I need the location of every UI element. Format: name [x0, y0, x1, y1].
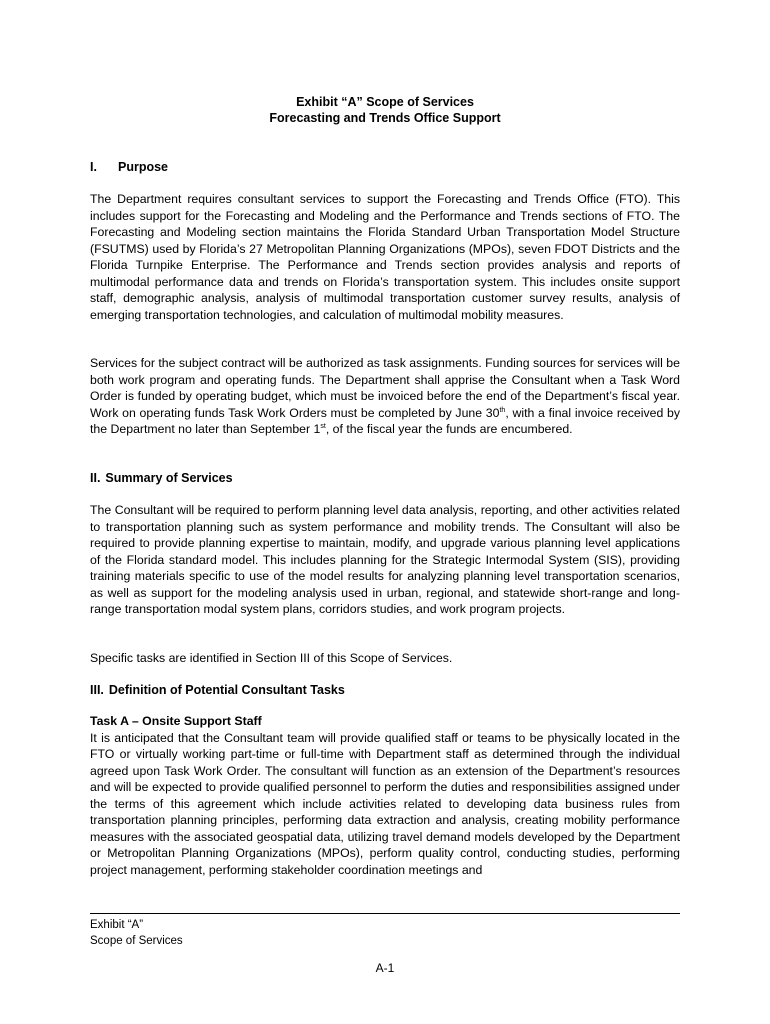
- section-3-heading: [90, 682, 345, 698]
- section-1-paragraph-2-part-c: , of the fiscal year the funds are encumbered.: [325, 422, 573, 436]
- superscript-st: st: [320, 422, 326, 430]
- section-1-paragraph-2-part-a: Services for the subject contract will be authorized as task assignments. Funding sources for services will be both work program and operating funds. The Department shall apprise the Consultant when a Task Word Order is funded by operating budget, which must be invoiced before the end of the Department’s fiscal year. Work on operating funds Task Work Orders must be completed by June 30: [90, 356, 680, 420]
- task-a-block: [90, 713, 680, 878]
- section-1-paragraph-2: [90, 355, 680, 438]
- footer: [90, 918, 183, 949]
- task-a-text: It is anticipated that the Consultant team will provide qualified staff or teams to be physically located in the FTO or virtually working part-time or full-time with Department staff as determined through the individual agreed upon Task Work Order. The consultant will function as an extension of the Department’s resources and will be expected to provide qualified personnel to perform the duties and responsibilities assigned under the terms of this agreement which include activities related to developing data business rules from transportation planning principles, performing data extraction and analysis, creating mobility performance measures with the associated geospatial data, utilizing travel demand models developed by the Department or Metropolitan Planning Organizations (MPOs), perform quality control, conducting studies, performing project management, performing stakeholder coordination meetings and: [90, 730, 680, 877]
- section-2-title: Summary of Services: [105, 471, 233, 485]
- page-number: A-1: [375, 961, 395, 975]
- superscript-th: th: [499, 406, 506, 414]
- section-3-number: III.: [90, 683, 104, 697]
- section-1-paragraph-1: The Department requires consultant services to support the Forecasting and Trends Office (FTO). This includes support for the Forecasting and Modeling and the Performance and Trends sections of FTO. The Forecasting and Modeling section maintains the Florida Standard Urban Transportation Model Structure (FSUTMS) used by Florida’s 27 Metropolitan Planning Organizations (MPOs), seven FDOT Districts and the Florida Turnpike Enterprise. The Performance and Trends section provides analysis and reports of multimodal performance data and trends on Florida’s transportation system. This includes onsite support staff, demographic analysis, analysis of multimodal transportation customer survey results, analysis of emerging transportation technologies, and calculation of multimodal mobility measures.: [90, 192, 680, 322]
- section-3-title: Definition of Potential Consultant Tasks: [108, 683, 345, 697]
- section-1-title: Purpose: [118, 160, 169, 174]
- section-2-number: II.: [90, 471, 101, 485]
- title-line-2: Forecasting and Trends Office Support: [269, 111, 501, 125]
- footer-line-1: Exhibit “A”: [90, 919, 144, 931]
- section-2-paragraph-2: Specific tasks are identified in Section III of this Scope of Services.: [90, 651, 453, 665]
- section-1-number: I.: [90, 160, 97, 174]
- section-2-paragraph-1: The Consultant will be required to perform planning level data analysis, reporting, and other activities related to transportation planning such as system performance and mobility trends. The Consultant will also be required to provide planning expertise to maintain, modify, and upgrade various planning level applications of the Florida standard model. This includes planning for the Strategic Intermodal System (SIS), providing training materials specific to use of the model results for analyzing planning level transportation scenarios, as well as support for the modeling analysis used in urban, regional, and statewide short-range and long-range transportation modal system plans, corridors studies, and work program projects.: [90, 503, 680, 616]
- document-title: [0, 94, 770, 126]
- section-2-heading: [90, 470, 233, 486]
- section-1-heading: [90, 159, 168, 175]
- task-a-heading: Task A – Onsite Support Staff: [90, 714, 262, 728]
- section-1-paragraph-2-part-b: , with a final invoice received by the Department no later than September 1: [90, 405, 680, 436]
- footer-line-2: Scope of Services: [90, 934, 183, 947]
- title-line-1: Exhibit “A” Scope of Services: [296, 95, 474, 109]
- footer-divider: [90, 913, 680, 914]
